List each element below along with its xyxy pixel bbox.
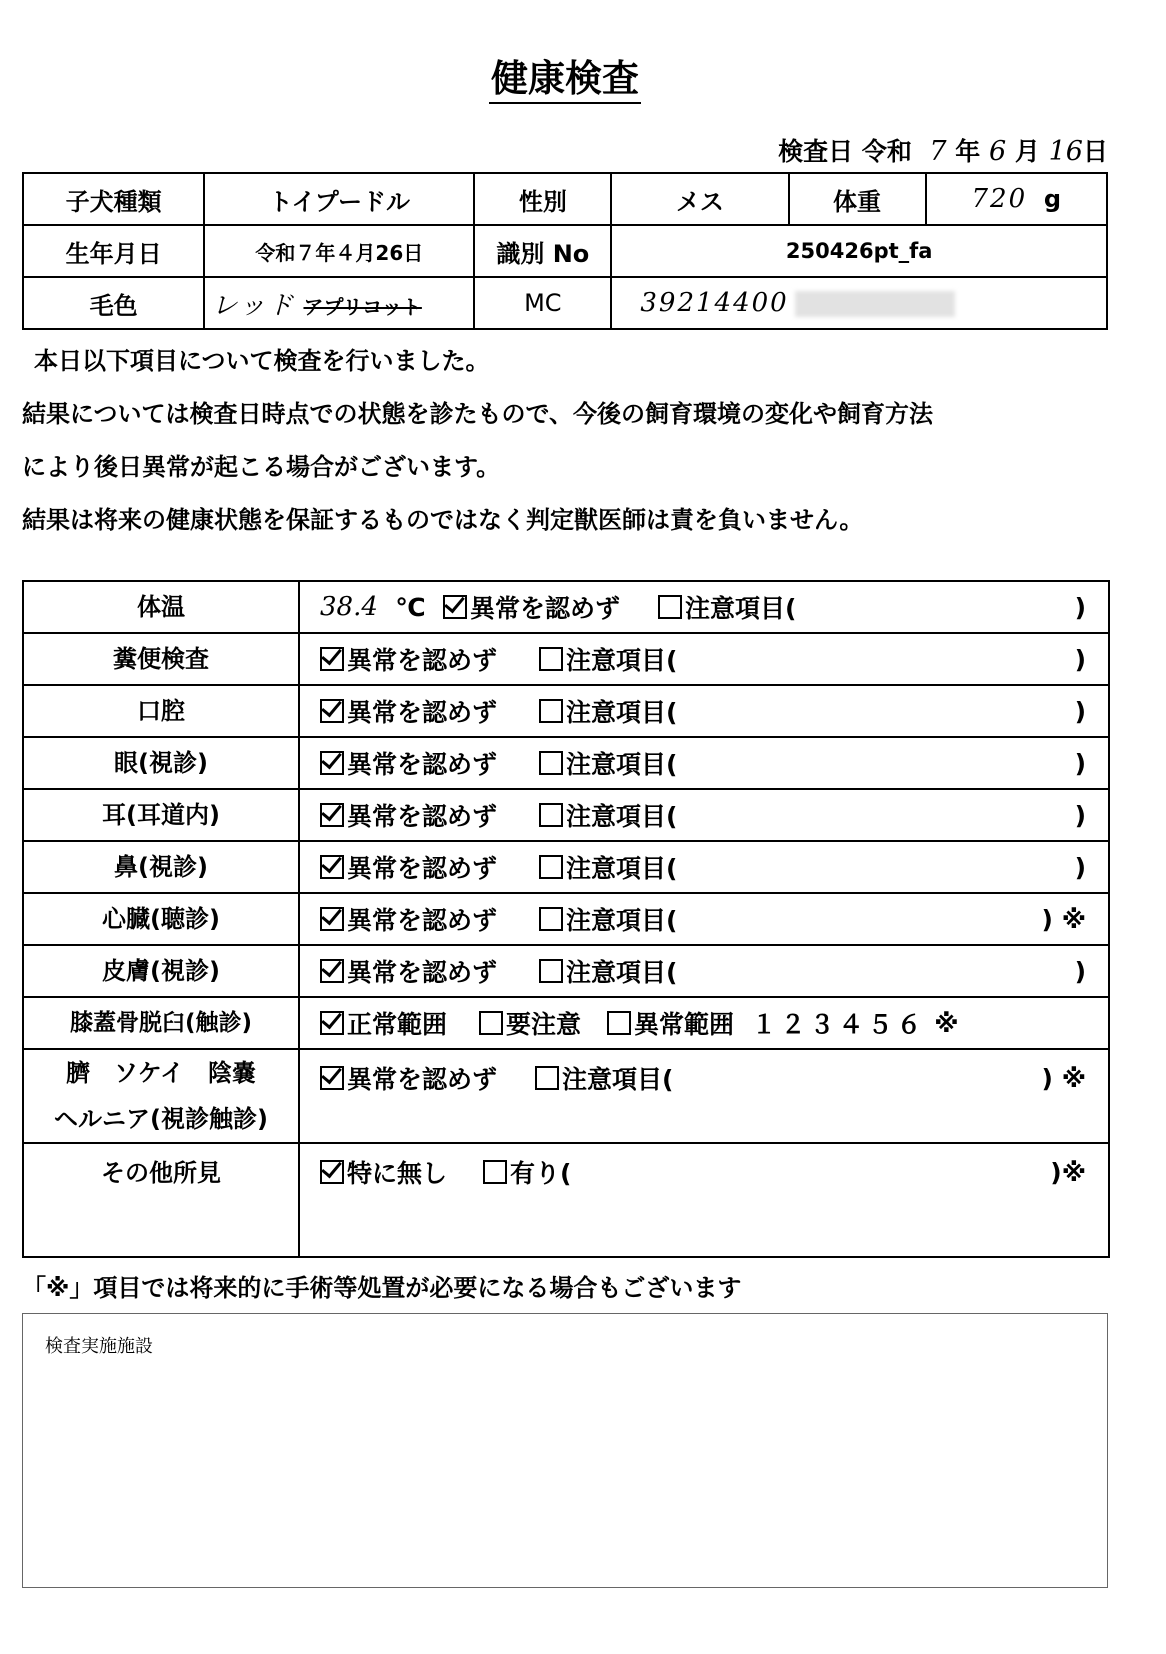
temp-label: 体温 (23, 581, 299, 633)
other-row: 特に無し 有り( ) ※ (299, 1143, 1109, 1257)
facility-box (22, 1313, 1108, 1588)
attention-checkbox[interactable] (539, 647, 563, 671)
hernia-label: 臍 ソケイ 陰嚢 ヘルニア(視診触診) (23, 1049, 299, 1143)
surgery-mark: ※ (1061, 1157, 1086, 1187)
normal-checkbox[interactable] (320, 803, 344, 827)
mc-value: 39214400 (611, 277, 1107, 329)
eye-label: 眼(視診) (23, 737, 299, 789)
nose-row: 異常を認めず 注意項目( ) (299, 841, 1109, 893)
temp-row: 38.4 ℃ 異常を認めず 注意項目( ) (299, 581, 1109, 633)
knee-abnormal-checkbox[interactable] (607, 1011, 631, 1035)
mouth-label: 口腔 (23, 685, 299, 737)
normal-checkbox[interactable] (320, 907, 344, 931)
breed-value: トイプードル (204, 173, 474, 225)
normal-checkbox[interactable] (320, 855, 344, 879)
normal-checkbox[interactable] (320, 647, 344, 671)
eye-row: 異常を認めず 注意項目( ) (299, 737, 1109, 789)
sex-value: メス (611, 173, 788, 225)
normal-checkbox[interactable] (320, 959, 344, 983)
skin-row: 異常を認めず 注意項目( ) (299, 945, 1109, 997)
surgery-mark: ※ (1061, 1063, 1086, 1093)
hernia-row: 異常を認めず 注意項目( ) ※ (299, 1049, 1109, 1143)
knee-label: 膝蓋骨脱臼(触診) (23, 997, 299, 1049)
other-none-checkbox[interactable] (320, 1160, 344, 1184)
attention-checkbox[interactable] (539, 959, 563, 983)
attention-checkbox[interactable] (535, 1066, 559, 1090)
breed-label: 子犬種類 (23, 173, 204, 225)
id-label: 識別 No (474, 225, 611, 277)
nose-label: 鼻(視診) (23, 841, 299, 893)
surgery-mark: ※ (934, 1008, 959, 1038)
surgery-mark: ※ (1061, 904, 1086, 934)
knee-row: 正常範囲 要注意 異常範囲 １２３４５６ ※ (299, 997, 1109, 1049)
knee-caution-checkbox[interactable] (479, 1011, 503, 1035)
puppy-info-table (22, 172, 1108, 330)
normal-checkbox[interactable] (320, 751, 344, 775)
attention-checkbox[interactable] (658, 595, 682, 619)
stool-row: 異常を認めず 注意項目( ) (299, 633, 1109, 685)
attention-checkbox[interactable] (539, 907, 563, 931)
knee-grades: １２３４５６ (751, 1010, 926, 1039)
attention-checkbox[interactable] (539, 803, 563, 827)
mouth-row: 異常を認めず 注意項目( ) (299, 685, 1109, 737)
temp-value: 38.4 (320, 592, 378, 622)
attention-checkbox[interactable] (539, 855, 563, 879)
skin-label: 皮膚(視診) (23, 945, 299, 997)
other-label: その他所見 (23, 1143, 299, 1257)
color-label: 毛色 (23, 277, 204, 329)
attention-checkbox[interactable] (539, 751, 563, 775)
ear-label: 耳(耳道内) (23, 789, 299, 841)
color-value: レッド アプリコット (204, 277, 474, 329)
ear-row: 異常を認めず 注意項目( ) (299, 789, 1109, 841)
knee-normal-checkbox[interactable] (320, 1011, 344, 1035)
normal-checkbox[interactable] (320, 1066, 344, 1090)
notes: 本日以下項目について検査を行いました。 結果については検査日時点での状態を診たもので、今後の飼育環境の変化や飼育方法 により後日異常が起こる場合がございます。 結果は将来の健康状態を保証するものではなく判定獣医師は責を負いません。 (22, 347, 934, 534)
exam-check-table (22, 580, 1110, 1258)
birth-value: 令和７年４月26日 (204, 225, 474, 277)
redacted-block (795, 291, 955, 317)
mc-label: MC (474, 277, 611, 329)
normal-checkbox[interactable] (443, 595, 467, 619)
other-yes-checkbox[interactable] (483, 1160, 507, 1184)
birth-label: 生年月日 (23, 225, 204, 277)
weight-value: 720 g (926, 173, 1107, 225)
facility-label: 検査実施施設 (45, 1336, 153, 1357)
normal-checkbox[interactable] (320, 699, 344, 723)
attention-checkbox[interactable] (539, 699, 563, 723)
sex-label: 性別 (474, 173, 611, 225)
id-value: 250426pt_fa (611, 225, 1107, 277)
document-title: 健康検査 (0, 48, 1130, 102)
heart-label: 心臓(聴診) (23, 893, 299, 945)
exam-date: 検査日 令和 7 年 6 月 16日 (778, 136, 1108, 167)
heart-row: 異常を認めず 注意項目( ) ※ (299, 893, 1109, 945)
weight-label: 体重 (789, 173, 926, 225)
footnote: 「※」項目では将来的に手術等処置が必要になる場合もございます (22, 1274, 742, 1302)
stool-label: 糞便検査 (23, 633, 299, 685)
